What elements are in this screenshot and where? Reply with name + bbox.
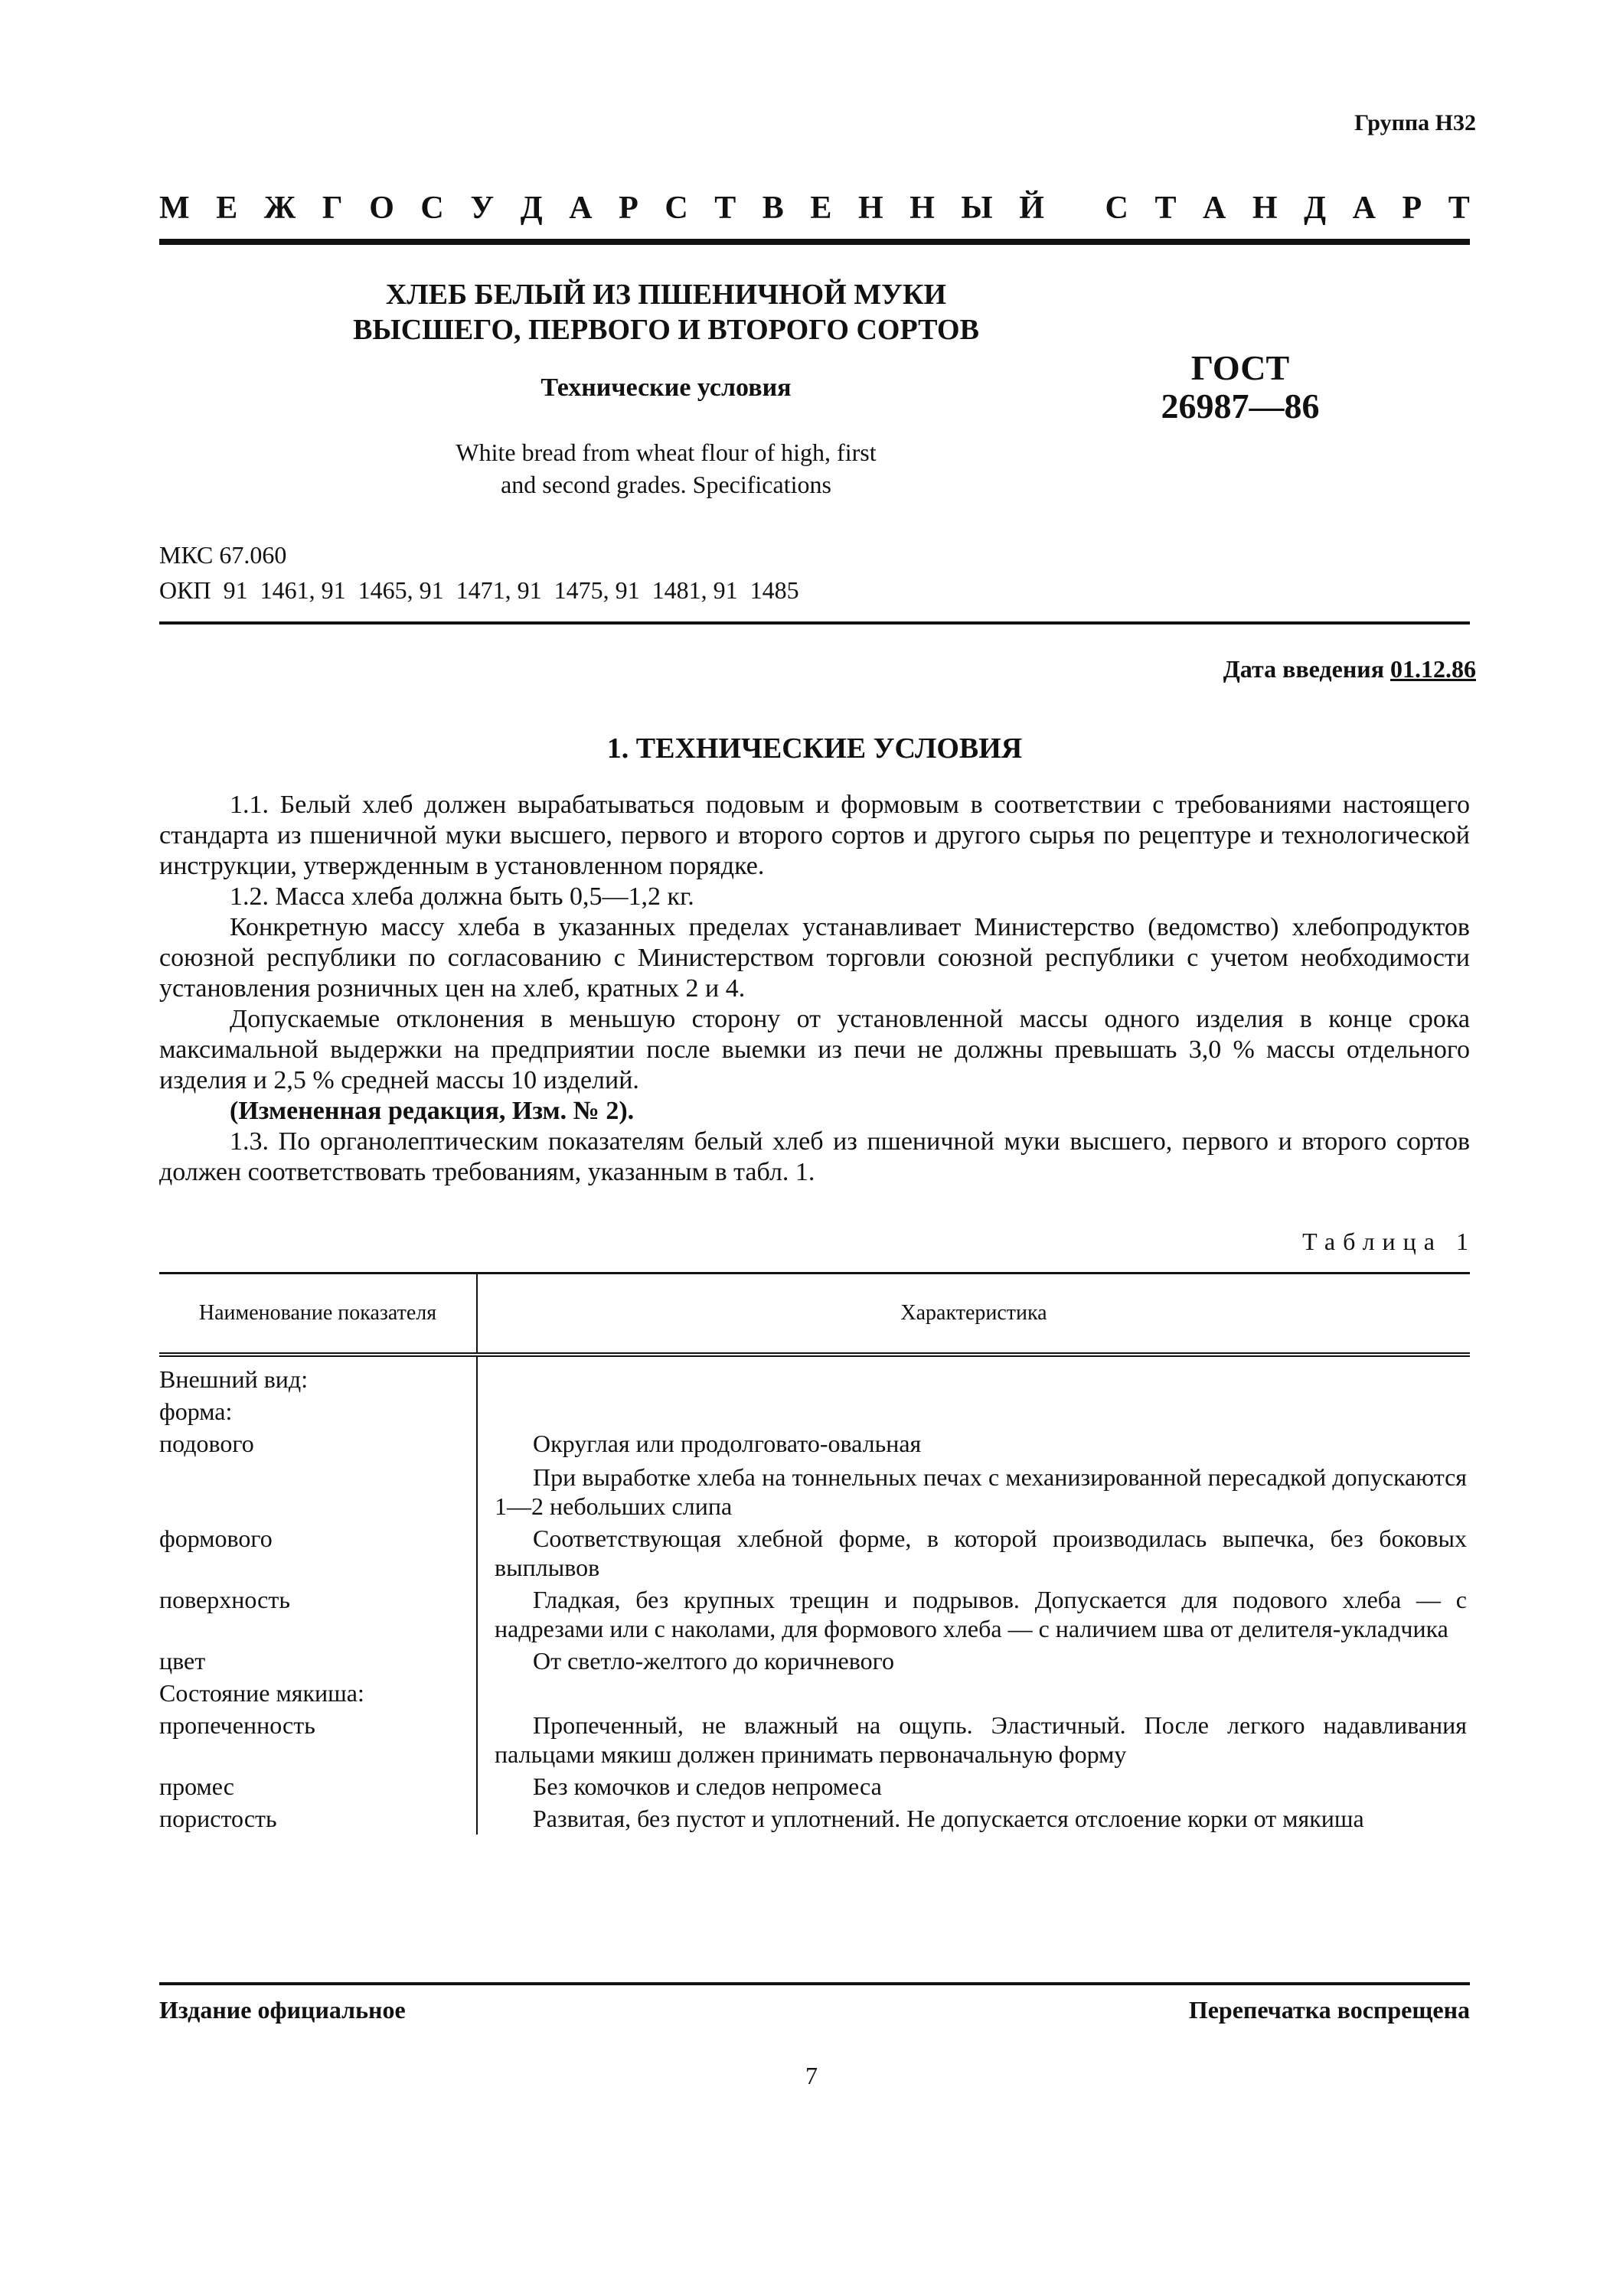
section-title: 1. ТЕХНИЧЕСКИЕ УСЛОВИЯ	[606, 732, 1023, 765]
paragraph-1-2-tolerance: Допускаемые отклонения в меньшую сторону от установленной массы одного изделия в конце срока максимальной выдержки на предприятии после выемки из печи не должны превышать 3,0 % массы отдельного изделия и 2,5 % средней массы 10 изделий.	[159, 1005, 1470, 1094]
page-number: 7	[805, 2062, 818, 2089]
heading-letter: Т	[1448, 191, 1470, 226]
reprint-prohibited-note: Перепечатка воспрещена	[1188, 1996, 1470, 2024]
heading-letter: Т	[714, 191, 736, 226]
gost-label: ГОСТ	[1190, 348, 1290, 387]
paragraph-1-1: 1.1. Белый хлеб должен вырабатываться подовым и формовым в соответствии с требованиями настоящего стандарта из пшеничной муки высшего, первого и второго сортов и другого сырья по рецептуре и технологической инструкции, утвержденным в установленном порядке.	[159, 791, 1470, 880]
heading-letter: Г	[322, 191, 343, 226]
row-label: поверхность	[159, 1583, 477, 1645]
row-value: Без комочков и следов непромеса	[533, 1773, 882, 1800]
row-label: пропеченность	[159, 1709, 477, 1770]
introduction-date-value: 01.12.86	[1390, 655, 1476, 683]
table-row	[159, 1522, 1470, 1583]
english-title-line-2: and second grades. Specifications	[501, 471, 831, 498]
heading-letter: Ы	[961, 191, 993, 226]
row-value: Гладкая, без крупных трещин и подрывов. Допускается для подового хлеба — с надрезами или с наколами, для формового хлеба — с наличием шва от делителя-укладчика	[495, 1586, 1467, 1642]
heading-letter: В	[762, 191, 784, 226]
heading-letter	[1070, 190, 1079, 227]
body-text	[159, 790, 1470, 1188]
heading-letter: Н	[1252, 191, 1278, 226]
row-label: Внешний вид:	[159, 1355, 477, 1395]
heading-letter: Н	[857, 191, 883, 226]
header-rule	[159, 239, 1470, 245]
table-1	[159, 1272, 1470, 1835]
paragraph-1-2-mass: Конкретную массу хлеба в указанных пределах устанавливает Министерство (ведомство) хлебопродуктов союзной республики по согласованию с Министерством торговли союзной республики с учетом необходимости установления розничных цен на хлеб, кратных 2 и 4.	[159, 913, 1470, 1003]
classification-codes	[159, 537, 799, 608]
table-row	[159, 1770, 1470, 1802]
english-title	[306, 436, 1026, 501]
row-value: Соответствующая хлебной форме, в которой производилась выпечка, без боковых выплывов	[495, 1525, 1467, 1581]
heading-letter: Р	[1402, 191, 1422, 226]
english-title-line-1: White bread from wheat flour of high, first	[456, 439, 877, 466]
title-line-2: ВЫСШЕГО, ПЕРВОГО И ВТОРОГО СОРТОВ	[353, 314, 979, 346]
introduction-date	[1223, 655, 1476, 683]
heading-letter: А	[1352, 191, 1376, 226]
heading-letter: О	[369, 191, 394, 226]
row-label: формового	[159, 1522, 477, 1583]
heading-letter: Р	[619, 191, 638, 226]
row-label: форма:	[159, 1395, 477, 1427]
table-row	[159, 1709, 1470, 1770]
col-header-indicator: Наименование показателя	[159, 1274, 477, 1355]
heading-letter: С	[420, 191, 444, 226]
introduction-date-label: Дата введения	[1223, 655, 1384, 683]
row-label: Состояние мякиша:	[159, 1677, 477, 1709]
heading-letter: Н	[909, 191, 935, 226]
heading-letter: А	[569, 191, 593, 226]
table-row	[159, 1802, 1470, 1835]
group-code: Группа Н32	[1354, 110, 1476, 135]
title-line-1: ХЛЕБ БЕЛЫЙ ИЗ ПШЕНИЧНОЙ МУКИ	[385, 279, 947, 311]
footer-rule	[159, 1982, 1470, 1985]
heading-letter: Ж	[263, 191, 296, 226]
heading-letter: Й	[1019, 191, 1044, 226]
document-subtitle: Технические условия	[540, 373, 792, 402]
heading-letter: Д	[1304, 191, 1327, 226]
heading-letter: У	[470, 191, 495, 226]
heading-letter: С	[665, 191, 688, 226]
heading-letter: Е	[810, 191, 832, 226]
heading-letter: А	[1203, 191, 1226, 226]
paragraph-1-2: 1.2. Масса хлеба должна быть 0,5—1,2 кг.	[230, 882, 694, 911]
col-header-characteristic: Характеристика	[477, 1274, 1470, 1355]
mks-code: МКС 67.060	[159, 541, 287, 569]
gost-designation	[1087, 349, 1393, 426]
row-label: цвет	[159, 1645, 477, 1677]
amendment-note: (Измененная редакция, Изм. № 2).	[230, 1097, 635, 1125]
row-label: промес	[159, 1770, 477, 1802]
okp-codes: ОКП 91 1461, 91 1465, 91 1471, 91 1475, 91 1481, 91 1485	[159, 576, 799, 604]
row-value: Пропеченный, не влажный на ощупь. Эластичный. После легкого надавливания пальцами мякиш должен принимать первоначальную форму	[495, 1711, 1467, 1768]
paragraph-1-3: 1.3. По органолептическим показателям белый хлеб из пшеничной муки высшего, первого и второго сортов должен соответствовать требованиям, указанным в табл. 1.	[159, 1127, 1470, 1186]
table-row	[159, 1355, 1470, 1395]
document-title	[306, 277, 1026, 347]
gost-number: 26987—86	[1161, 386, 1320, 426]
row-value: От светло-желтого до коричневого	[533, 1647, 894, 1675]
table-header-row	[159, 1274, 1470, 1355]
row-value: Развитая, без пустот и уплотнений. Не допускается отслоение корки от мякиша	[533, 1805, 1364, 1832]
standard-type-heading	[159, 190, 1470, 227]
table-row	[159, 1427, 1470, 1522]
table-row	[159, 1677, 1470, 1709]
row-value: Округлая или продолговато-овальная	[533, 1430, 922, 1457]
row-label: подового	[159, 1427, 477, 1522]
table-caption: Таблица 1	[1302, 1228, 1476, 1255]
table-row	[159, 1395, 1470, 1427]
heading-letter: Т	[1154, 191, 1177, 226]
codes-rule	[159, 621, 1470, 625]
official-edition-note: Издание официальное	[159, 1996, 406, 2024]
heading-letter: Д	[520, 191, 543, 226]
row-value: При выработке хлеба на тоннельных печах с механизированной пересадкой допускаются 1—2 небольших слипа	[495, 1463, 1467, 1520]
table-row	[159, 1583, 1470, 1645]
row-label: пористость	[159, 1802, 477, 1835]
heading-letter: С	[1105, 191, 1128, 226]
heading-letter: Е	[216, 191, 238, 226]
heading-letter: М	[159, 191, 190, 226]
table-row	[159, 1645, 1470, 1677]
